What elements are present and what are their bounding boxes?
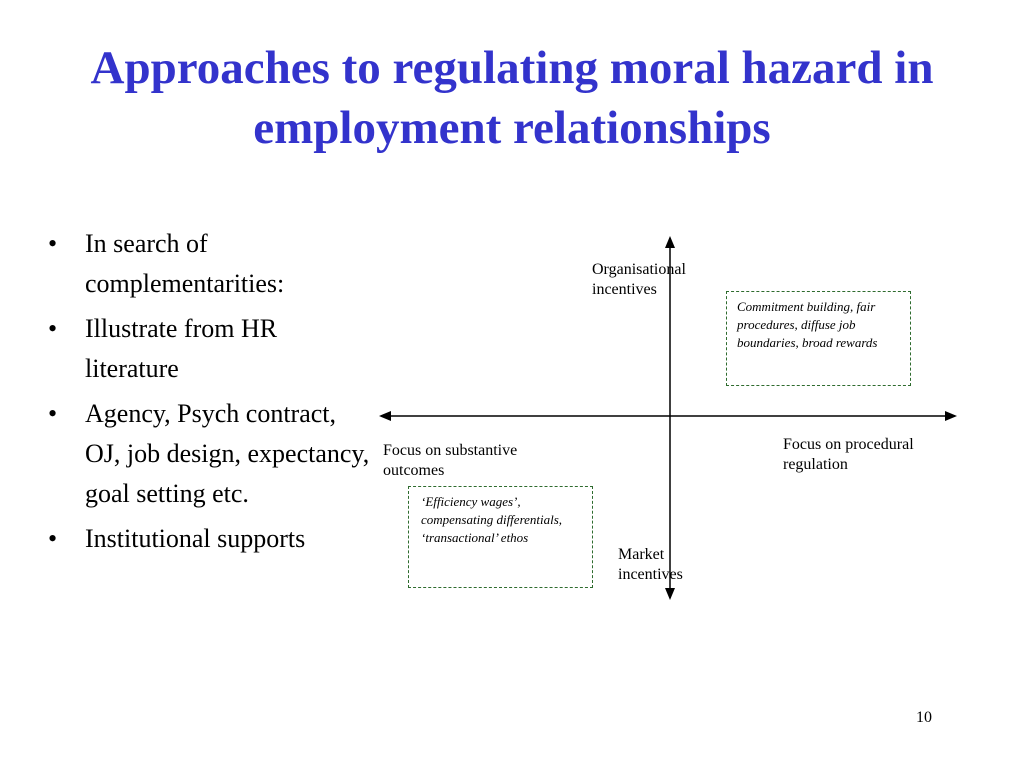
transactional-approach-box: ‘Efficiency wages’, compensating differentials, ‘transactional’ ethos — [408, 486, 593, 588]
bullet-text: Agency, Psych contract, OJ, job design, expectancy, goal setting etc. — [85, 399, 370, 508]
bullet-text: Illustrate from HR literature — [85, 314, 278, 383]
slide-title: Approaches to regulating moral hazard in employment relationships — [90, 42, 934, 154]
axis-label-organisational-incentives: Organisational incentives — [592, 261, 686, 298]
bullet-icon: • — [48, 399, 58, 428]
bullet-icon: • — [48, 524, 58, 553]
axis-label-procedural-regulation: Focus on procedural regulation — [783, 436, 914, 473]
bullet-text: In search of complementarities: — [85, 229, 285, 298]
bullet-text: Institutional supports — [85, 524, 306, 553]
bullet-icon: • — [48, 314, 58, 343]
commitment-approach-box: Commitment building, fair procedures, diffuse job boundaries, broad rewards — [726, 291, 911, 386]
axis-label-market-incentives: Market incentives — [618, 546, 683, 583]
page-number: 10 — [916, 709, 932, 726]
bullet-icon: • — [48, 229, 58, 258]
axis-label-substantive-outcomes: Focus on substantive outcomes — [383, 442, 518, 479]
